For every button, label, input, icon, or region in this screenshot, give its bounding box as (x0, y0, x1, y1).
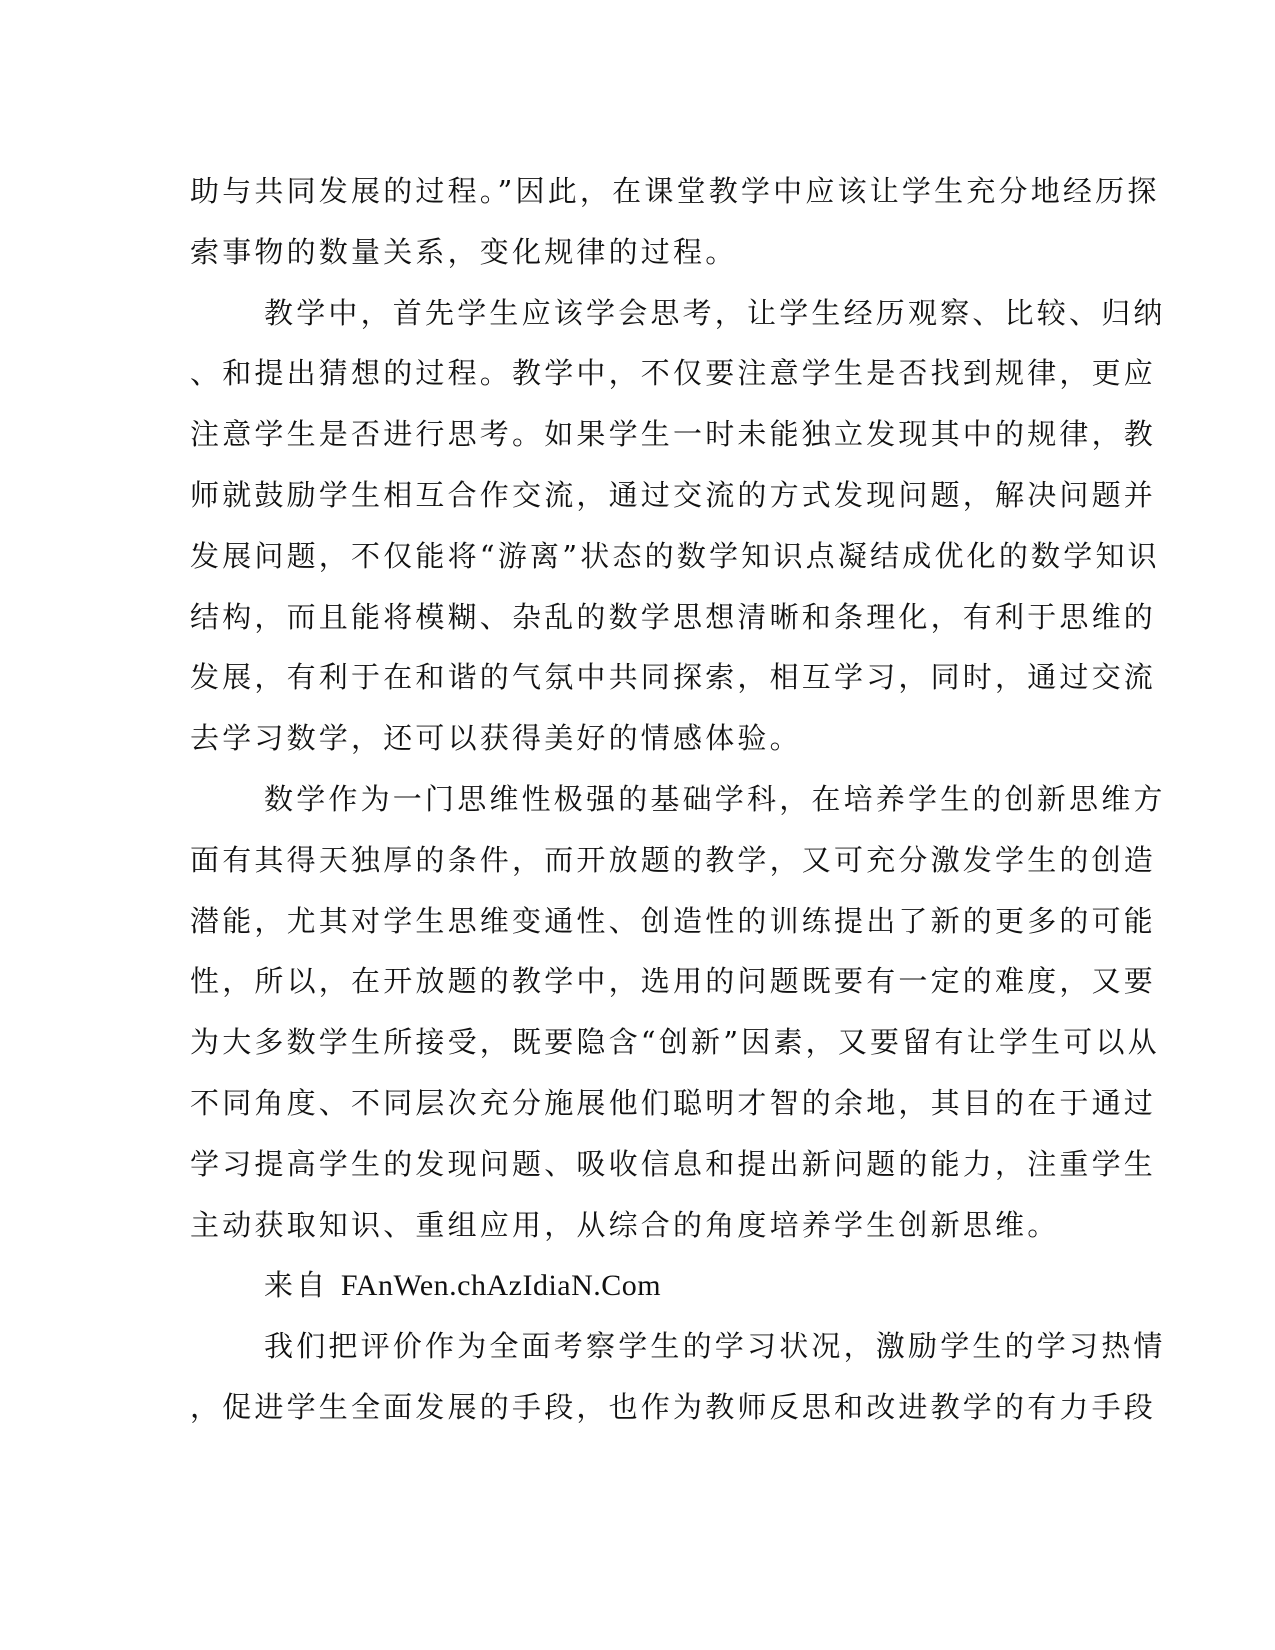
text-line: 结构，而且能将模糊、杂乱的数学思想清晰和条理化，有利于思维的 (190, 599, 1157, 634)
source-prefix: 来自 (264, 1268, 329, 1303)
text-line: 索事物的数量关系，变化规律的过程。 (190, 234, 738, 269)
source-url: FAnWen.chAzIdiaN.Com (340, 1269, 662, 1303)
text-line: 主动获取知识、重组应用，从综合的角度培养学生创新思维。 (190, 1207, 1060, 1242)
text-line: 师就鼓励学生相互合作交流，通过交流的方式发现问题，解决问题并 (190, 477, 1157, 512)
text-line: 不同角度、不同层次充分施展他们聪明才智的余地，其目的在于通过 (190, 1085, 1157, 1120)
text-line: 、和提出猜想的过程。教学中，不仅要注意学生是否找到规律，更应 (190, 356, 1157, 391)
paragraph-start-line: 教学中，首先学生应该学会思考，让学生经历观察、比较、归纳 (264, 295, 1166, 330)
text-line: 性，所以，在开放题的教学中，选用的问题既要有一定的难度，又要 (190, 964, 1157, 999)
text-line: 去学习数学，还可以获得美好的情感体验。 (190, 721, 802, 756)
paragraph-start-line: 数学作为一门思维性极强的基础学科，在培养学生的创新思维方 (264, 781, 1166, 816)
text-line: 潜能，尤其对学生思维变通性、创造性的训练提出了新的更多的可能 (190, 903, 1157, 938)
text-line: 发展问题，不仅能将“游离”状态的数学知识点凝结成优化的数学知识 (190, 538, 1160, 573)
text-line: ，促进学生全面发展的手段，也作为教师反思和改进教学的有力手段 (190, 1389, 1157, 1424)
text-line: 学习提高学生的发现问题、吸收信息和提出新问题的能力，注重学生 (190, 1146, 1157, 1181)
text-line: 面有其得天独厚的条件，而开放题的教学，又可充分激发学生的创造 (190, 842, 1157, 877)
text-line: 注意学生是否进行思考。如果学生一时未能独立发现其中的规律，教 (190, 417, 1157, 452)
text-line: 为大多数学生所接受，既要隐含“创新”因素，又要留有让学生可以从 (190, 1025, 1160, 1060)
text-line: 助与共同发展的过程。”因此，在课堂教学中应该让学生充分地经历探 (190, 174, 1160, 208)
source-line (190, 1255, 1082, 1316)
text-line: 发展，有利于在和谐的气氛中共同探索，相互学习，同时，通过交流 (190, 660, 1157, 695)
document-body (190, 161, 1166, 1438)
paragraph-start-line: 我们把评价作为全面考察学生的学习状况，激励学生的学习热情 (264, 1329, 1166, 1364)
